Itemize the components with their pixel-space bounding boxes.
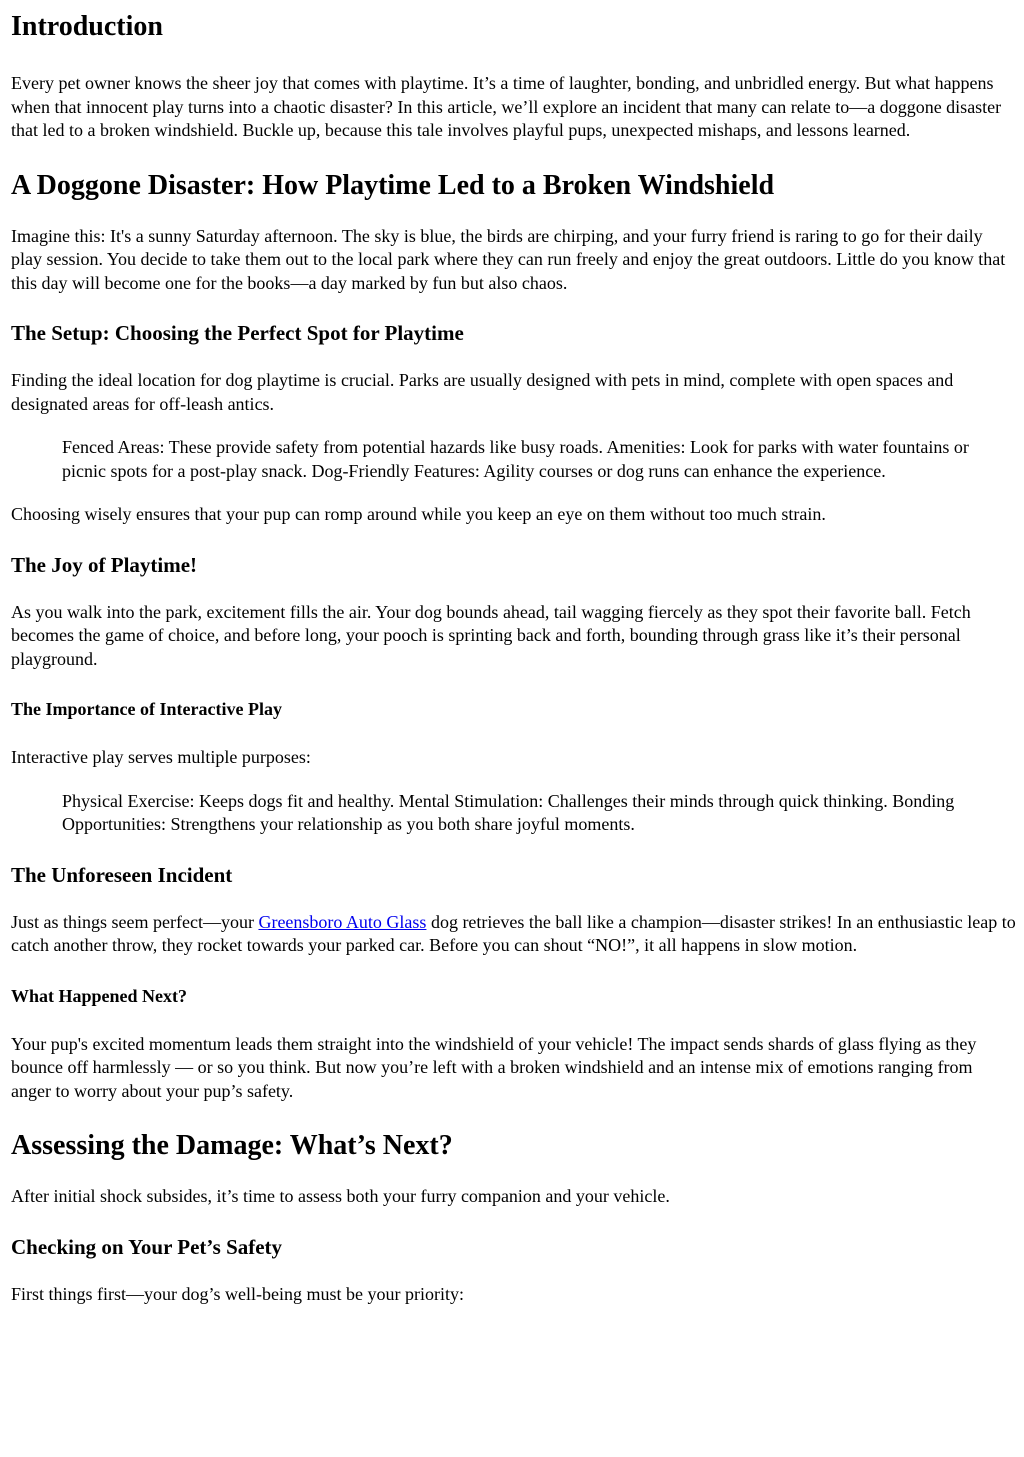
incident-text-after: dog retrieves the ball like a champion—disaster strikes! In an enthusiastic leap to catch another throw, they rocket towards your parked car. Before you can shout “NO!”, it all happens in slow motion. (11, 911, 1016, 955)
next-paragraph: Your pup's excited momentum leads them straight into the windshield of your vehicle! The impact sends shards of glass flying as they bounce off harmlessly — or so you think. But now you’re left with a broken windshield and an intense mix of emotions ranging from anger to worry about your pup’s safety. (11, 1033, 977, 1101)
safety-paragraph: First things first—your dog’s well-being must be your priority: (11, 1283, 464, 1304)
incident-paragraph (11, 911, 1016, 958)
heading-joy-of-playtime: The Joy of Playtime! (11, 552, 198, 577)
heading-pet-safety: Checking on Your Pet’s Safety (11, 1234, 283, 1259)
disaster-paragraph: Imagine this: It's a sunny Saturday afternoon. The sky is blue, the birds are chirping, and your furry friend is raring to go for their daily play session. You decide to take them out to the local park where they can run freely and enjoy the great outdoors. Little do you know that this day will become one for the books—a day marked by fun but also chaos. (11, 225, 1006, 293)
interactive-quote: Physical Exercise: Keeps dogs fit and healthy. Mental Stimulation: Challenges their minds through quick thinking. Bonding Opportunities: Strengthens your relationship as you both share joyful moments. (62, 790, 955, 834)
intro-paragraph: Every pet owner knows the sheer joy that comes with playtime. It’s a time of laughter, bonding, and unbridled energy. But what happens when that innocent play turns into a chaotic disaster? In this article, we’ll explore an incident that many can relate to—a doggone disaster that led to a broken windshield. Buckle up, because this tale involves playful pups, unexpected mishaps, and lessons learned. (11, 73, 1002, 140)
greensboro-auto-glass-link[interactable]: Greensboro Auto Glass (258, 911, 427, 932)
joy-paragraph: As you walk into the park, excitement fills the air. Your dog bounds ahead, tail wagging fiercely as they spot their favorite ball. Fetch becomes the game of choice, and before long, your pooch is sprinting back and forth, bounding through grass like it’s their personal playground. (11, 601, 971, 669)
heading-introduction: Introduction (11, 11, 163, 42)
heading-setup: The Setup: Choosing the Perfect Spot for Playtime (11, 321, 464, 345)
setup-closing: Choosing wisely ensures that your pup can romp around while you keep an eye on them without too much strain. (11, 504, 826, 524)
heading-what-happened-next: What Happened Next? (11, 985, 188, 1006)
heading-assessing-damage: Assessing the Damage: What’s Next? (11, 1130, 453, 1161)
assess-paragraph: After initial shock subsides, it’s time to assess both your furry companion and your vehicle. (11, 1186, 670, 1206)
heading-unforeseen-incident: The Unforeseen Incident (11, 862, 233, 887)
heading-doggone-disaster: A Doggone Disaster: How Playtime Led to a Broken Windshield (11, 169, 775, 201)
interactive-paragraph: Interactive play serves multiple purposes: (11, 747, 311, 767)
incident-text-before: Just as things seem perfect—your (11, 911, 259, 932)
setup-quote: Fenced Areas: These provide safety from potential hazards like busy roads. Amenities: Look for parks with water fountains or picnic spots for a post-play snack. Dog-Friendly Features: Agility courses or dog runs can enhance the experience. (62, 437, 969, 481)
article (0, 11, 1024, 1306)
heading-interactive-play: The Importance of Interactive Play (11, 699, 282, 719)
setup-paragraph: Finding the ideal location for dog playtime is crucial. Parks are usually designed with pets in mind, complete with open spaces and designated areas for off-leash antics. (11, 370, 954, 414)
